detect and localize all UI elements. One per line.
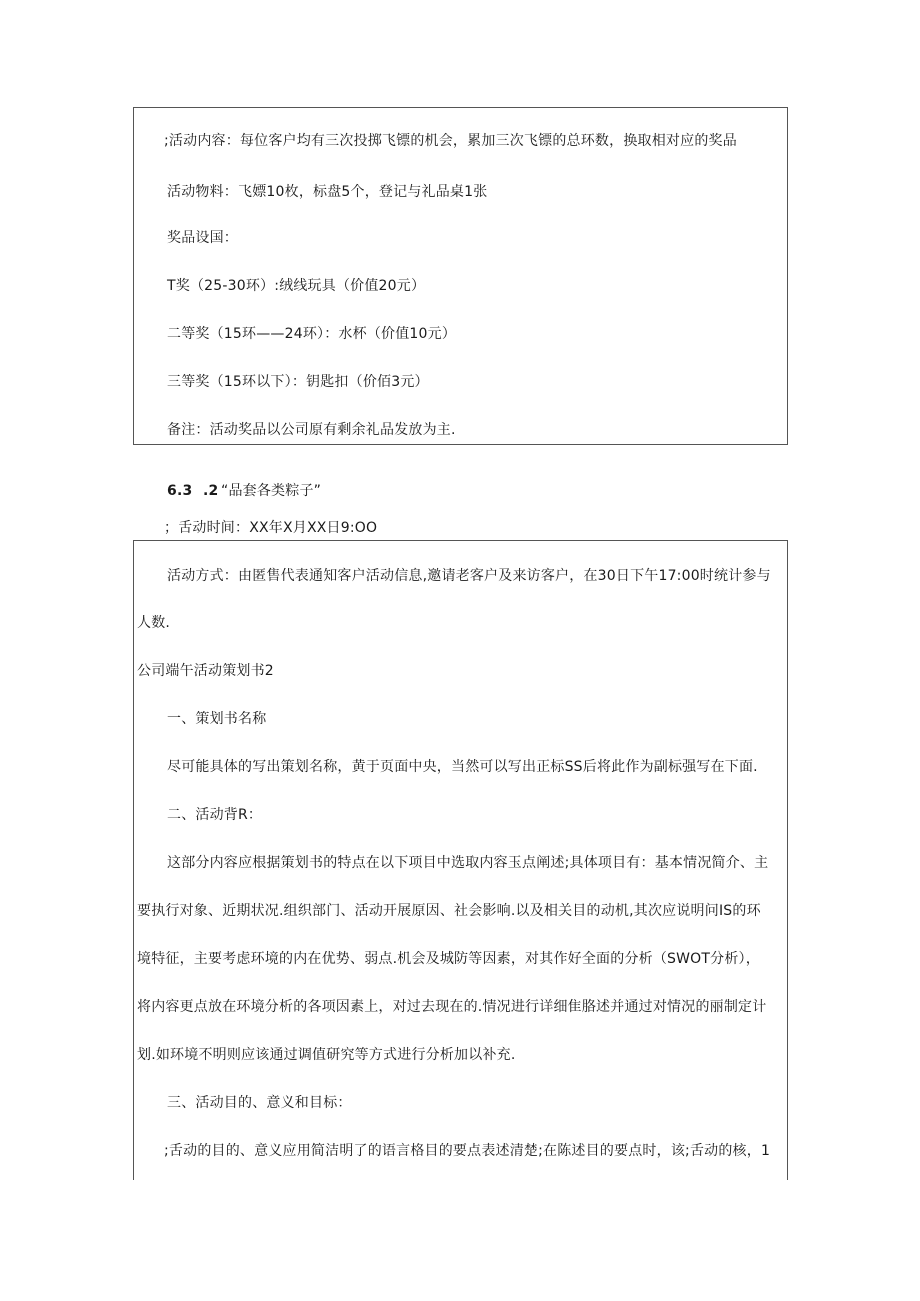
prize-setup-label: 奖品设国： [167, 230, 238, 246]
section-2-body-line-3: 境特征，主要考虑环境的内在优势、弱点.机会及城防等因素，对其作好全面的分析（SWOT分析）， [137, 951, 760, 967]
prize-second-text: 二等奖（15环——24环）：水杯（价值10元） [167, 326, 457, 342]
section-2-heading: 二、活动背R： [167, 807, 263, 823]
section-number: 6.3 [167, 483, 193, 499]
section-2-body-line-1: 这部分内容应根据策划书的特点在以下项目中选取内容玉点阐述;具体项目有：基本情况简介、主 [167, 855, 769, 871]
activity-time-text: ；舌动时间：XX年X月XX日9:OO [164, 520, 378, 536]
section-3-body-line-1: ;舌动的目的、意义应用简洁明了的语言格目的要点表述清楚;在陈述目的要点时，该;舌动的核，1 [164, 1143, 771, 1159]
prize-note-text: 备注：活动奖品以公司原有剩余礼品发放为主. [167, 422, 456, 438]
activity-method-line-2: 人数. [137, 615, 171, 631]
document-title: 公司端午活动策划书2 [137, 663, 274, 679]
prize-third-text: 三等奖（15环以下）：钥匙扣（价佰3元） [167, 374, 429, 390]
section-3-heading: 三、活动目的、意义和目标： [167, 1095, 352, 1111]
section-1-heading: 一、策划书名称 [167, 711, 267, 727]
section-1-body: 尽可能具体的写出策划名称，黄于页面中央，当然可以写出正标SS后将此作为副标强写在下面. [167, 759, 758, 775]
activity-materials-text: 活动物料：飞嫖10枚，标盘5个，登记与礼品桌1张 [167, 184, 488, 200]
section-subnumber: .2 [203, 483, 219, 499]
activity-method-line-1: 活动方式：由匿售代表通知客户活动信息,邀请老客户及来访客户，在30日下午17:00时统计参与 [167, 568, 771, 584]
section-title: “品套各类粽子” [221, 483, 322, 499]
section-2-body-line-2: 要执行对象、近期状况.组织部门、活动开展原因、社会影响.以及相关目的动机,其次应说明问IS的环 [137, 903, 761, 919]
section-2-body-line-4: 将内容更点放在环境分析的各项因素上，对过去现在的.情况进行详细隹胳述并通过对情况的丽制定计 [137, 999, 767, 1015]
prize-first-text: T奖（25-30环）:绒线玩具（价值20元） [167, 278, 426, 294]
section-2-body-line-5: 划.如环境不明则应该通过调值研究等方式进行分析加以补充. [137, 1047, 516, 1063]
activity-content-text: ;活动内容：每位客户均有三次投掷飞镖的机会，累加三次飞镖的总环数，换取相对应的奖品 [164, 133, 737, 149]
